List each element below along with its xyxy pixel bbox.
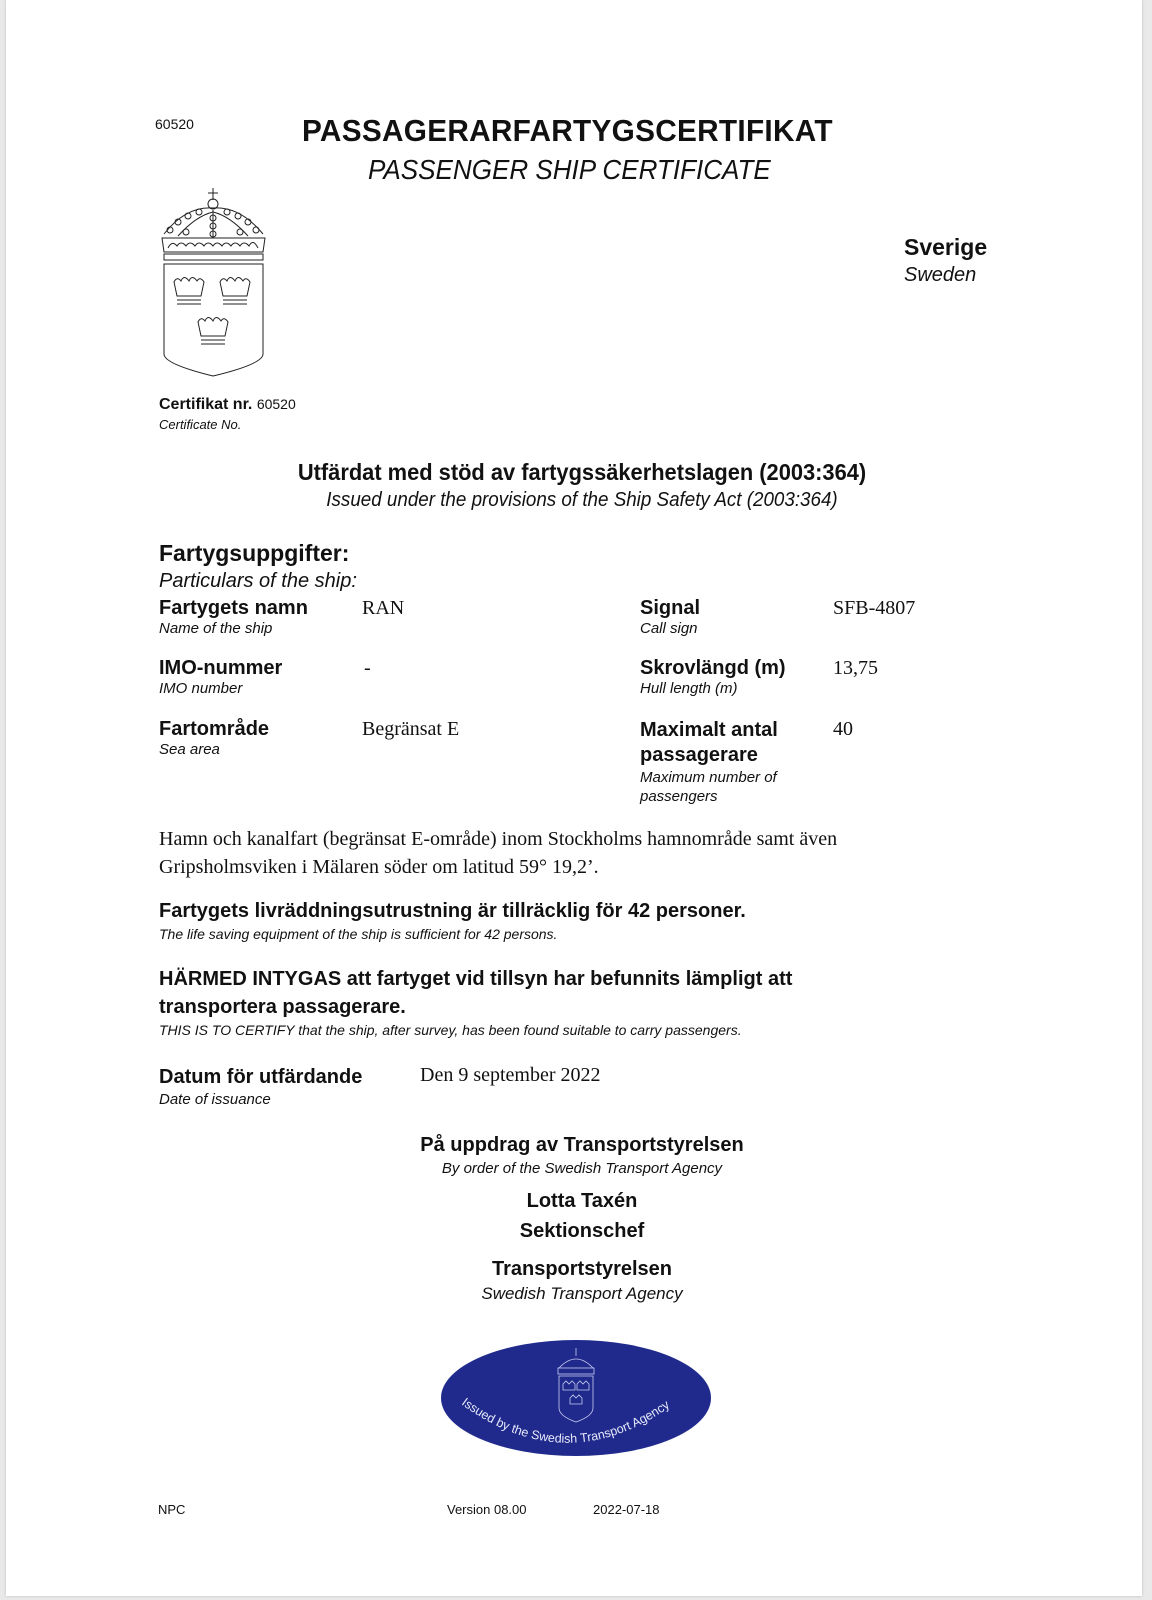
field-label: IMO-nummer [159,657,283,679]
field-value-imo-number: - [364,657,371,679]
issuance-date-label: Datum för utfärdande [159,1066,363,1088]
certificate-number-label: Certifikat nr. [159,396,253,413]
title-swedish: PASSAGERARFARTYGSCERTIFIKAT [302,113,833,148]
field-label: passagerare [640,744,758,766]
field-value-sea-area: Begränsat E [362,718,460,740]
footer-form-code: NPC [158,1502,186,1517]
particulars-heading: Fartygsuppgifter: [159,540,350,566]
footer-version: Version 08.00 [447,1502,527,1517]
lifesaving-statement: Fartygets livräddningsutrustning är tillräcklig för 42 personer. [159,900,746,922]
agency-name: Transportstyrelsen [491,1258,673,1280]
act-reference-swedish: Utfärdat med stöd av fartygssäkerhetslagen (2003:364) [297,459,867,485]
field-ship-name [159,597,308,637]
field-value-ship-name: RAN [362,597,405,619]
certification-statement [159,965,939,1021]
field-label-english: Maximum number of [640,769,777,786]
document-number: 60520 [155,116,194,132]
certification-statement-english: THIS IS TO CERTIFY that the ship, after survey, has been found suitable to carry passengers. [159,1022,742,1038]
certificate-number-label-english: Certificate No. [159,417,242,432]
field-max-passengers [640,718,778,806]
sea-area-description-line: Gripsholmsviken i Mälaren söder om latitud 59° 19,2’. [159,856,599,878]
lifesaving-statement-english: The life saving equipment of the ship is sufficient for 42 persons. [159,926,558,942]
field-label-english: Sea area [159,741,220,758]
field-label-english: Name of the ship [159,620,273,637]
field-hull-length [640,657,786,697]
field-value-max-passengers: 40 [833,718,853,740]
field-call-sign [640,597,700,637]
field-value-call-sign: SFB-4807 [833,597,916,619]
country-swedish: Sverige [904,234,988,260]
issuance-date-value: Den 9 september 2022 [420,1064,601,1086]
act-reference-english: Issued under the provisions of the Ship Safety Act (2003:364) [326,489,838,511]
certificate-number-value: 60520 [256,396,296,412]
field-label-english: IMO number [159,680,243,697]
footer-date: 2022-07-18 [593,1502,660,1517]
field-label-english: passengers [640,788,718,805]
signer-title: Sektionschef [519,1220,645,1242]
field-sea-area [159,718,269,758]
particulars-heading-english: Particulars of the ship: [159,570,357,592]
certification-line: transportera passagerare. [159,996,406,1018]
certificate-page [6,0,1142,1596]
field-label: Signal [640,597,701,619]
field-label: Skrovlängd (m) [640,657,786,679]
field-label: Maximalt antal [640,719,778,741]
certificate-number [159,396,296,414]
title-english: PASSENGER SHIP CERTIFICATE [368,154,771,185]
field-label-english: Call sign [640,620,698,637]
swedish-coat-of-arms-icon [156,186,271,378]
agency-stamp [439,1338,714,1458]
field-label-english: Hull length (m) [640,680,738,697]
field-label: Fartygets namn [159,597,308,619]
sea-area-description-line: Hamn och kanalfart (begränsat E-område) inom Stockholms hamnområde samt även [159,828,838,850]
country-english: Sweden [904,264,977,286]
signer-name: Lotta Taxén [526,1190,638,1212]
field-label: Fartområde [159,718,270,740]
sea-area-description [159,825,959,881]
certification-line: HÄRMED INTYGAS att fartyget vid tillsyn har befunnits lämpligt att [159,968,793,990]
by-order-of: På uppdrag av Transportstyrelsen [420,1134,744,1156]
agency-name-english: Swedish Transport Agency [481,1284,683,1303]
issuance-date-label-english: Date of issuance [159,1091,271,1108]
field-value-hull-length: 13,75 [833,657,878,679]
field-imo-number [159,657,282,697]
by-order-of-english: By order of the Swedish Transport Agency [441,1160,723,1177]
stamp-text: Issued by the Swedish Transport Agency [459,1395,672,1446]
